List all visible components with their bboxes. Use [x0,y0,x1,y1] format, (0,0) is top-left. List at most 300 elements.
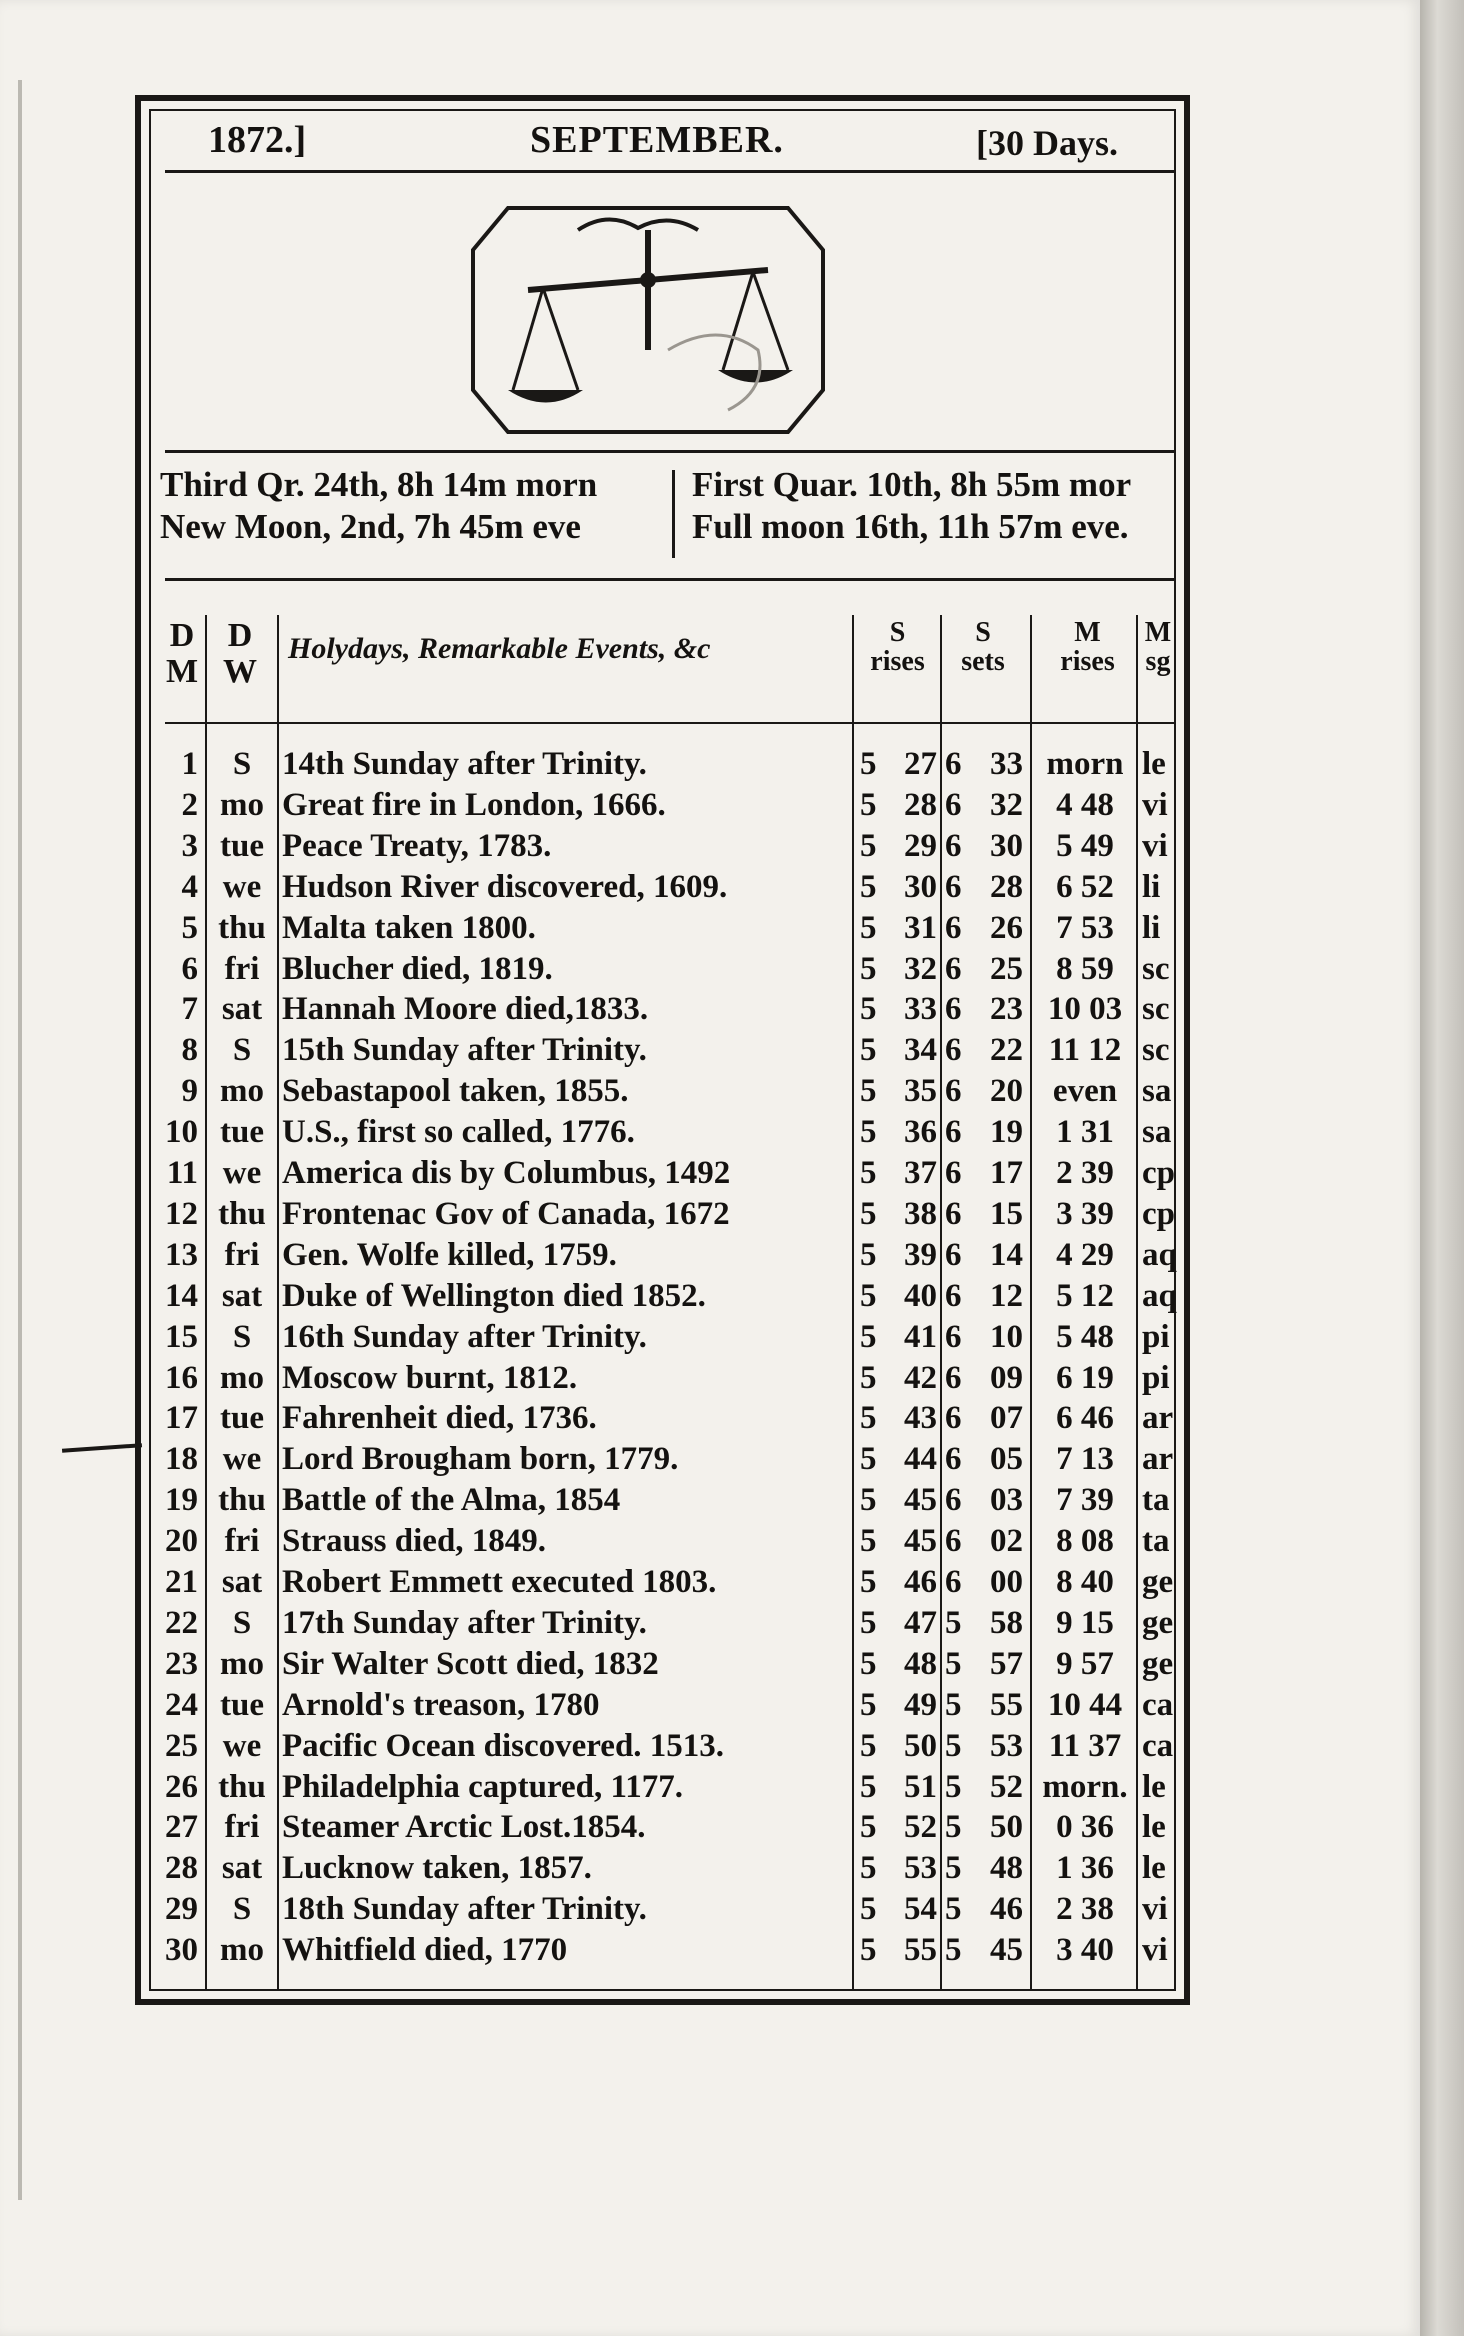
day-of-week-cell: tue [220,1686,264,1723]
sun-rise-hour-cell: 5 [860,1564,877,1600]
day-of-week-cell: tue [220,827,264,864]
sun-rise-minute-cell: 44 [904,1441,937,1478]
event-cell: Fahrenheit died, 1736. [282,1400,597,1437]
moon-rise-cell: 1 36 [1056,1850,1114,1887]
moon-sign-cell: cp [1142,1195,1175,1232]
sun-set-hour-cell: 6 [945,1441,962,1478]
sun-rise-hour-cell: 5 [860,909,877,946]
event-cell: Hudson River discovered, 1609. [282,868,728,905]
colhead-sun-rises: S rises [870,617,925,678]
sun-set-hour-cell: 6 [945,950,962,987]
moon-sign-cell: sc [1142,1032,1170,1069]
moon-rise-cell: 4 29 [1056,1236,1114,1273]
day-of-month-cell: 16 [165,1359,198,1396]
sun-set-hour-cell: 6 [945,1359,962,1396]
event-cell: Lucknow taken, 1857. [282,1850,592,1887]
sun-rise-minute-cell: 36 [904,1114,937,1151]
moon-sign-cell: vi [1142,786,1168,823]
moon-rise-cell: 10 44 [1047,1686,1123,1723]
sun-rise-minute-cell: 29 [904,827,937,864]
sun-set-hour-cell: 5 [945,1891,962,1928]
day-of-week-cell: fri [224,1809,260,1846]
moon-rise-cell: 8 08 [1056,1523,1114,1560]
sun-rise-hour-cell: 5 [860,1155,877,1191]
event-cell: America dis by Columbus, 1492 [282,1155,731,1191]
sun-rise-minute-cell: 41 [904,1318,937,1355]
day-of-month-cell: 29 [165,1891,198,1928]
moon-rise-cell: 6 46 [1056,1400,1114,1437]
sun-rise-minute-cell: 32 [904,950,937,987]
sun-set-minute-cell: 14 [990,1236,1023,1273]
sun-set-minute-cell: 07 [990,1400,1023,1437]
sun-set-minute-cell: 22 [990,1032,1023,1069]
event-cell: Sebastapool taken, 1855. [282,1073,629,1110]
sun-set-hour-cell: 6 [945,868,962,905]
sun-rise-hour-cell: 5 [860,991,877,1028]
moon-rise-cell: 9 57 [1056,1645,1114,1682]
moon-sign-cell: le [1142,746,1166,782]
day-of-month-cell: 6 [181,950,198,987]
sun-rise-minute-cell: 50 [904,1727,937,1764]
sun-set-hour-cell: 5 [945,1645,962,1682]
sun-rise-minute-cell: 52 [904,1809,937,1846]
day-of-week-cell: we [222,1155,262,1191]
sun-rise-minute-cell: 45 [904,1482,937,1519]
colhead-rule [165,722,1175,724]
day-of-week-cell: thu [218,1482,266,1519]
sun-rise-minute-cell: 46 [904,1564,937,1600]
table-row [0,1644,1464,1684]
sun-rise-minute-cell: 34 [904,1032,937,1069]
sun-rise-hour-cell: 5 [860,1850,877,1887]
table-row [0,1930,1464,1970]
day-of-week-cell: mo [220,1645,264,1682]
vignette-rule [165,450,1175,453]
sun-set-hour-cell: 6 [945,1195,962,1232]
moon-sign-cell: li [1142,868,1161,905]
sun-set-minute-cell: 17 [990,1155,1023,1191]
table-row [0,908,1464,948]
day-of-week-cell: we [222,1727,262,1764]
sun-rise-hour-cell: 5 [860,1277,877,1314]
sun-set-minute-cell: 50 [990,1809,1023,1846]
event-cell: Sir Walter Scott died, 1832 [282,1645,659,1682]
event-cell: U.S., first so called, 1776. [282,1114,635,1151]
table-row [0,1030,1464,1070]
day-of-month-cell: 9 [181,1073,198,1110]
moon-sign-cell: sa [1142,1073,1172,1110]
header-month: SEPTEMBER. [530,119,784,161]
day-of-month-cell: 27 [165,1809,198,1846]
event-cell: Blucher died, 1819. [282,950,553,987]
moon-sign-cell: ge [1142,1564,1174,1600]
sun-set-minute-cell: 58 [990,1604,1023,1641]
moon-rise-cell: 5 48 [1056,1318,1114,1355]
sun-set-minute-cell: 32 [990,786,1023,823]
moon-rise-cell: morn [1046,746,1124,782]
moon-sign-cell: sc [1142,991,1170,1028]
sun-rise-hour-cell: 5 [860,827,877,864]
sun-set-minute-cell: 00 [990,1564,1023,1600]
phases-rule [165,578,1175,581]
event-cell: 16th Sunday after Trinity. [282,1318,647,1355]
day-of-month-cell: 10 [165,1114,198,1151]
table-row [0,1562,1464,1602]
sun-set-hour-cell: 6 [945,1032,962,1069]
table-row [0,1807,1464,1847]
moon-sign-cell: le [1142,1809,1166,1846]
table-row [0,1767,1464,1807]
event-cell: Whitfield died, 1770 [282,1932,568,1969]
moon-phase-new-moon: New Moon, 2nd, 7h 45m eve [160,507,581,546]
colhead-moon-rises: M rises [1060,617,1115,678]
event-cell: 14th Sunday after Trinity. [282,746,647,782]
sun-rise-minute-cell: 39 [904,1236,937,1273]
day-of-week-cell: sat [221,1277,263,1314]
sun-set-minute-cell: 30 [990,827,1023,864]
colhead-sun-sets: S sets [961,617,1005,678]
libra-scales-icon [468,200,828,440]
moon-rise-cell: 10 03 [1047,991,1123,1028]
day-of-week-cell: thu [218,1768,266,1805]
sun-set-minute-cell: 10 [990,1318,1023,1355]
event-cell: Battle of the Alma, 1854 [282,1482,621,1519]
sun-rise-hour-cell: 5 [860,950,877,987]
sun-rise-hour-cell: 5 [860,1727,877,1764]
day-of-month-cell: 12 [165,1195,198,1232]
moon-rise-cell: 2 38 [1056,1891,1114,1928]
sun-set-hour-cell: 6 [945,1482,962,1519]
table-row [0,1521,1464,1561]
table-row [0,1276,1464,1316]
day-of-week-cell: S [232,1032,252,1069]
sun-rise-minute-cell: 42 [904,1359,937,1396]
day-of-month-cell: 18 [165,1441,198,1478]
table-row [0,1603,1464,1643]
day-of-month-cell: 19 [165,1482,198,1519]
sun-set-hour-cell: 6 [945,909,962,946]
moon-rise-cell: 7 53 [1056,909,1114,946]
day-of-month-cell: 7 [181,991,198,1028]
moon-rise-cell: 5 12 [1056,1277,1114,1314]
moon-sign-cell: ar [1142,1441,1174,1478]
sun-set-hour-cell: 5 [945,1932,962,1969]
event-cell: Pacific Ocean discovered. 1513. [282,1727,725,1764]
sun-rise-hour-cell: 5 [860,1604,877,1641]
moon-rise-cell: 9 15 [1056,1604,1114,1641]
day-of-week-cell: S [232,746,252,782]
sun-rise-hour-cell: 5 [860,1441,877,1478]
table-row [0,1398,1464,1438]
day-of-month-cell: 15 [165,1318,198,1355]
table-row [0,1153,1464,1193]
sun-set-hour-cell: 6 [945,1114,962,1151]
sun-set-hour-cell: 6 [945,1277,962,1314]
day-of-month-cell: 13 [165,1236,198,1273]
sun-set-minute-cell: 28 [990,868,1023,905]
sun-rise-minute-cell: 35 [904,1073,937,1110]
sun-set-minute-cell: 12 [990,1277,1023,1314]
event-cell: Great fire in London, 1666. [282,786,666,823]
sun-rise-hour-cell: 5 [860,868,877,905]
day-of-week-cell: we [222,868,262,905]
day-of-month-cell: 4 [181,868,198,905]
table-row [0,1726,1464,1766]
sun-set-hour-cell: 6 [945,1318,962,1355]
sun-set-hour-cell: 6 [945,1155,962,1191]
sun-rise-hour-cell: 5 [860,1195,877,1232]
day-of-week-cell: sat [221,991,263,1028]
moon-rise-cell: 8 40 [1056,1564,1114,1600]
moon-rise-cell: 3 39 [1056,1195,1114,1232]
sun-set-hour-cell: 5 [945,1809,962,1846]
header-days: [30 Days. [976,123,1118,163]
sun-rise-hour-cell: 5 [860,1768,877,1805]
day-of-month-cell: 3 [181,827,198,864]
table-row [0,744,1464,784]
sun-rise-hour-cell: 5 [860,1318,877,1355]
table-row [0,949,1464,989]
sun-rise-minute-cell: 49 [904,1686,937,1723]
day-of-month-cell: 26 [165,1768,198,1805]
sun-rise-minute-cell: 37 [904,1155,937,1191]
sun-set-hour-cell: 6 [945,1073,962,1110]
moon-rise-cell: 0 36 [1056,1809,1114,1846]
moon-rise-cell: 3 40 [1056,1932,1114,1969]
event-cell: 15th Sunday after Trinity. [282,1032,647,1069]
moon-sign-cell: ca [1142,1686,1174,1723]
colhead-day-of-month: D M [165,617,199,690]
day-of-week-cell: S [232,1891,252,1928]
sun-set-minute-cell: 48 [990,1850,1023,1887]
moon-rise-cell: morn. [1042,1768,1128,1805]
sun-set-hour-cell: 6 [945,1523,962,1560]
moon-rise-cell: 7 13 [1056,1441,1114,1478]
event-cell: Peace Treaty, 1783. [282,827,552,864]
moon-rise-cell: 6 52 [1056,868,1114,905]
sun-rise-hour-cell: 5 [860,1236,877,1273]
table-row [0,1317,1464,1357]
day-of-month-cell: 2 [181,786,198,823]
event-cell: Arnold's treason, 1780 [282,1686,600,1723]
moon-rise-cell: 7 39 [1056,1482,1114,1519]
moon-phase-full-moon: Full moon 16th, 11h 57m eve. [692,507,1129,546]
colhead-events: Holydays, Remarkable Events, &c [288,632,711,665]
event-cell: Gen. Wolfe killed, 1759. [282,1236,617,1273]
day-of-week-cell: thu [218,1195,266,1232]
moon-rise-cell: 2 39 [1056,1155,1114,1191]
sun-rise-minute-cell: 43 [904,1400,937,1437]
sun-set-minute-cell: 25 [990,950,1023,987]
day-of-month-cell: 23 [165,1645,198,1682]
table-row [0,867,1464,907]
sun-rise-minute-cell: 38 [904,1195,937,1232]
colhead-day-of-week: D W [223,617,257,690]
day-of-month-cell: 1 [181,746,198,782]
day-of-week-cell: mo [220,786,264,823]
moon-rise-cell: 5 49 [1056,827,1114,864]
sun-set-minute-cell: 46 [990,1891,1023,1928]
moon-sign-cell: ge [1142,1645,1174,1682]
sun-set-minute-cell: 05 [990,1441,1023,1478]
sun-set-minute-cell: 45 [990,1932,1023,1969]
sun-rise-hour-cell: 5 [860,1400,877,1437]
event-cell: Robert Emmett executed 1803. [282,1564,717,1600]
sun-set-minute-cell: 26 [990,909,1023,946]
sun-set-minute-cell: 53 [990,1727,1023,1764]
day-of-month-cell: 30 [165,1932,198,1969]
moon-sign-cell: le [1142,1850,1166,1887]
day-of-week-cell: mo [220,1359,264,1396]
table-row [0,826,1464,866]
header-rule [165,170,1175,173]
sun-rise-hour-cell: 5 [860,1482,877,1519]
sun-rise-minute-cell: 27 [904,746,937,782]
moon-sign-cell: ta [1142,1523,1170,1560]
day-of-month-cell: 17 [165,1400,198,1437]
sun-set-hour-cell: 6 [945,991,962,1028]
moon-phase-divider [672,470,675,558]
event-cell: Duke of Wellington died 1852. [282,1277,706,1314]
sun-rise-minute-cell: 47 [904,1604,937,1641]
day-of-week-cell: mo [220,1932,264,1969]
day-of-week-cell: mo [220,1073,264,1110]
sun-rise-hour-cell: 5 [860,786,877,823]
moon-sign-cell: pi [1142,1318,1170,1355]
table-row [0,1235,1464,1275]
day-of-week-cell: tue [220,1114,264,1151]
day-of-month-cell: 24 [165,1686,198,1723]
day-of-week-cell: sat [221,1564,263,1600]
table-row [0,1685,1464,1725]
sun-rise-hour-cell: 5 [860,1114,877,1151]
day-of-month-cell: 5 [181,909,198,946]
sun-set-minute-cell: 33 [990,746,1023,782]
day-of-week-cell: S [232,1604,252,1641]
table-row [0,1112,1464,1152]
event-cell: Philadelphia captured, 1177. [282,1768,683,1805]
day-of-week-cell: fri [224,1236,260,1273]
moon-sign-cell: aq [1142,1277,1177,1314]
sun-rise-hour-cell: 5 [860,1891,877,1928]
sun-set-minute-cell: 19 [990,1114,1023,1151]
sun-rise-hour-cell: 5 [860,1932,877,1969]
sun-set-minute-cell: 57 [990,1645,1023,1682]
sun-set-minute-cell: 15 [990,1195,1023,1232]
sun-set-hour-cell: 6 [945,786,962,823]
sun-set-minute-cell: 02 [990,1523,1023,1560]
sun-rise-hour-cell: 5 [860,1809,877,1846]
sun-rise-minute-cell: 45 [904,1523,937,1560]
event-cell: Hannah Moore died,1833. [282,991,649,1028]
moon-phase-first-quarter: First Quar. 10th, 8h 55m mor [692,465,1132,504]
sun-set-hour-cell: 5 [945,1686,962,1723]
moon-sign-cell: ca [1142,1727,1174,1764]
day-of-month-cell: 25 [165,1727,198,1764]
moon-rise-cell: 6 19 [1056,1359,1114,1396]
day-of-week-cell: tue [220,1400,264,1437]
day-of-month-cell: 14 [165,1277,198,1314]
sun-set-hour-cell: 6 [945,827,962,864]
moon-sign-cell: le [1142,1768,1166,1805]
table-row [0,1194,1464,1234]
sun-rise-minute-cell: 28 [904,786,937,823]
event-cell: Frontenac Gov of Canada, 1672 [282,1195,730,1232]
moon-sign-cell: ge [1142,1604,1174,1641]
day-of-month-cell: 20 [165,1523,198,1560]
sun-set-minute-cell: 03 [990,1482,1023,1519]
sun-set-hour-cell: 5 [945,1727,962,1764]
moon-sign-cell: ta [1142,1482,1170,1519]
day-of-month-cell: 21 [165,1564,198,1600]
event-cell: Lord Brougham born, 1779. [282,1441,679,1478]
moon-rise-cell: 4 48 [1056,786,1114,823]
table-row [0,1889,1464,1929]
moon-sign-cell: li [1142,909,1161,946]
sun-set-minute-cell: 23 [990,991,1023,1028]
day-of-month-cell: 8 [181,1032,198,1069]
table-row [0,989,1464,1029]
table-row [0,1848,1464,1888]
sun-rise-hour-cell: 5 [860,1073,877,1110]
sun-set-hour-cell: 5 [945,1604,962,1641]
sun-rise-hour-cell: 5 [860,1359,877,1396]
moon-rise-cell: 1 31 [1056,1114,1114,1151]
moon-rise-cell: 8 59 [1056,950,1114,987]
sun-rise-minute-cell: 54 [904,1891,937,1928]
colhead-moon-sign: M sg [1144,617,1172,678]
event-cell: Strauss died, 1849. [282,1523,547,1560]
sun-rise-hour-cell: 5 [860,1032,877,1069]
day-of-month-cell: 28 [165,1850,198,1887]
sun-rise-minute-cell: 33 [904,991,937,1028]
table-row [0,785,1464,825]
sun-set-hour-cell: 5 [945,1768,962,1805]
event-cell: 18th Sunday after Trinity. [282,1891,647,1928]
sun-rise-hour-cell: 5 [860,1686,877,1723]
moon-sign-cell: aq [1142,1236,1177,1273]
day-of-month-cell: 11 [166,1155,198,1191]
moon-sign-cell: pi [1142,1359,1170,1396]
table-row [0,1439,1464,1479]
day-of-week-cell: fri [224,950,260,987]
sun-rise-minute-cell: 40 [904,1277,937,1314]
sun-rise-minute-cell: 51 [904,1768,937,1805]
moon-sign-cell: ar [1142,1400,1174,1437]
sun-set-hour-cell: 6 [945,1236,962,1273]
table-row [0,1358,1464,1398]
moon-sign-cell: cp [1142,1155,1175,1191]
event-cell: 17th Sunday after Trinity. [282,1604,647,1641]
moon-rise-cell: 11 37 [1048,1727,1122,1764]
sun-rise-hour-cell: 5 [860,746,877,782]
sun-set-minute-cell: 55 [990,1686,1023,1723]
table-row [0,1071,1464,1111]
header-year: 1872.] [208,119,307,161]
sun-set-hour-cell: 5 [945,1850,962,1887]
day-of-week-cell: fri [224,1523,260,1560]
moon-sign-cell: vi [1142,827,1168,864]
moon-sign-cell: vi [1142,1932,1168,1969]
sun-rise-minute-cell: 31 [904,909,937,946]
day-of-week-cell: sat [221,1850,263,1887]
moon-phase-third-quarter: Third Qr. 24th, 8h 14m morn [160,465,598,504]
event-cell: Steamer Arctic Lost.1854. [282,1809,646,1846]
moon-rise-cell: even [1052,1073,1118,1110]
sun-set-minute-cell: 52 [990,1768,1023,1805]
table-row [0,1480,1464,1520]
day-of-month-cell: 22 [165,1604,198,1641]
